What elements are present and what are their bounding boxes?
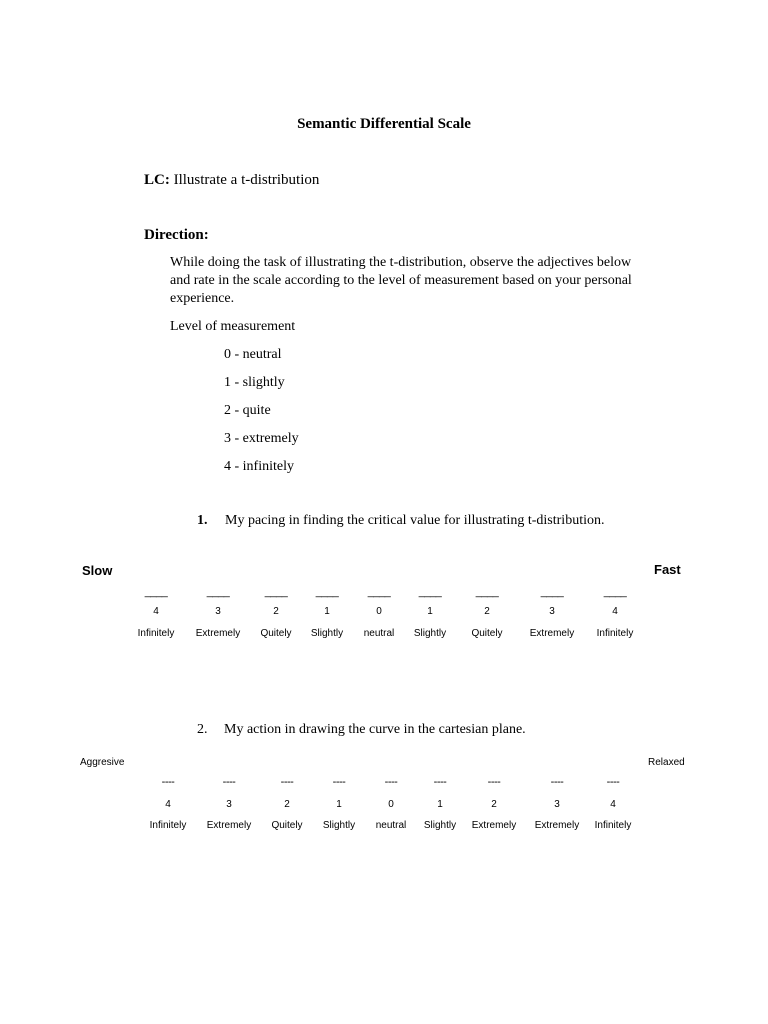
rating-blank[interactable]: ---- — [222, 776, 236, 788]
rating-blank[interactable]: ---- — [161, 776, 175, 788]
rating-number: 3 — [215, 606, 221, 617]
rating-label: Infinitely — [137, 628, 175, 639]
rating-number: 4 — [153, 606, 159, 617]
rating-blank[interactable]: ---- — [550, 776, 564, 788]
direction-label: Direction: — [144, 227, 209, 243]
level-item: 3 - extremely — [224, 431, 299, 446]
rating-number: 3 — [554, 799, 560, 810]
rating-number: 3 — [226, 799, 232, 810]
rating-blank[interactable]: ____ — [144, 586, 168, 598]
rating-label: Slightly — [423, 820, 457, 831]
rating-number: 4 — [610, 799, 616, 810]
question-text: My action in drawing the curve in the cartesian plane. — [224, 722, 526, 737]
rating-label: Quitely — [260, 628, 292, 639]
rating-number: 0 — [376, 606, 382, 617]
scale-right-anchor: Fast — [654, 562, 681, 577]
rating-label: Extremely — [534, 820, 580, 831]
learning-competency — [144, 172, 319, 189]
rating-number: 2 — [491, 799, 497, 810]
rating-blank[interactable]: ____ — [264, 586, 288, 598]
level-item: 1 - slightly — [224, 375, 285, 390]
rating-blank[interactable]: ---- — [487, 776, 501, 788]
rating-number: 4 — [612, 606, 618, 617]
question-text: My pacing in finding the critical value for illustrating t-distribution. — [225, 513, 605, 528]
rating-label: Slightly — [322, 820, 356, 831]
rating-number: 2 — [484, 606, 490, 617]
rating-number: 2 — [284, 799, 290, 810]
level-item: 4 - infinitely — [224, 459, 294, 474]
rating-blank[interactable]: ____ — [603, 586, 627, 598]
rating-number: 1 — [437, 799, 443, 810]
rating-blank[interactable]: ____ — [367, 586, 391, 598]
scale-left-anchor: Aggresive — [80, 757, 125, 768]
rating-number: 3 — [549, 606, 555, 617]
rating-label: Quitely — [471, 628, 503, 639]
level-of-measurement-label: Level of measurement — [170, 319, 296, 334]
rating-blank[interactable]: ____ — [315, 586, 339, 598]
rating-number: 1 — [427, 606, 433, 617]
rating-blank[interactable]: ____ — [418, 586, 442, 598]
page-title: Semantic Differential Scale — [297, 116, 471, 132]
rating-label: Slightly — [310, 628, 344, 639]
rating-number: 2 — [273, 606, 279, 617]
rating-blank[interactable]: ---- — [606, 776, 620, 788]
rating-blank[interactable]: ---- — [433, 776, 447, 788]
rating-label: Infinitely — [594, 820, 632, 831]
rating-label: Slightly — [413, 628, 447, 639]
rating-blank[interactable]: ---- — [280, 776, 294, 788]
lc-text: Illustrate a t-distribution — [173, 172, 320, 188]
direction-text: While doing the task of illustrating the t-distribution, observe the adjectives below and rate in the scale according to the level of measurement based on your personal experience. — [170, 255, 632, 306]
rating-label: Extremely — [206, 820, 252, 831]
rating-label: neutral — [363, 628, 395, 639]
rating-number: 0 — [388, 799, 394, 810]
rating-label: Extremely — [529, 628, 575, 639]
lc-label: LC: — [144, 172, 170, 188]
rating-blank[interactable]: ---- — [384, 776, 398, 788]
rating-label: Infinitely — [149, 820, 187, 831]
level-item: 2 - quite — [224, 403, 271, 418]
scale-left-anchor: Slow — [82, 563, 113, 578]
level-item: 0 - neutral — [224, 347, 282, 362]
question-number: 2. — [197, 722, 208, 737]
rating-number: 1 — [324, 606, 330, 617]
question-number: 1. — [197, 513, 208, 528]
rating-label: Extremely — [471, 820, 517, 831]
rating-label: Extremely — [195, 628, 241, 639]
rating-blank[interactable]: ____ — [540, 586, 564, 598]
rating-label: Infinitely — [596, 628, 634, 639]
rating-blank[interactable]: ---- — [332, 776, 346, 788]
rating-blank[interactable]: ____ — [206, 586, 230, 598]
rating-number: 1 — [336, 799, 342, 810]
rating-label: neutral — [375, 820, 407, 831]
scale-right-anchor: Relaxed — [648, 757, 685, 768]
rating-number: 4 — [165, 799, 171, 810]
rating-blank[interactable]: ____ — [475, 586, 499, 598]
rating-label: Quitely — [271, 820, 303, 831]
